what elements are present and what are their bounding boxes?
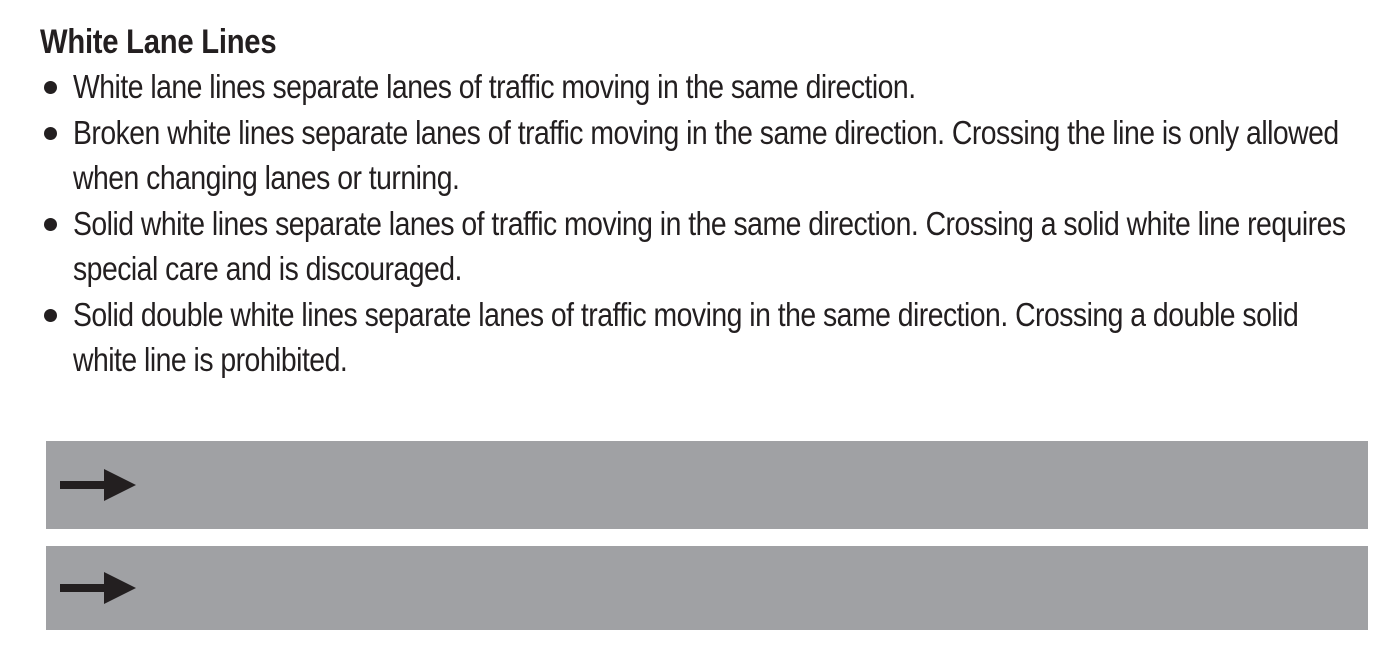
road-lane-top bbox=[46, 441, 1368, 529]
section-heading: White Lane Lines bbox=[40, 23, 277, 61]
list-item-text: Broken white lines separate lanes of traffic moving in the same direction. Crossing the line is only allowed when changing lanes or turning. bbox=[73, 113, 1339, 196]
bullet-icon bbox=[44, 218, 57, 231]
bullet-icon bbox=[44, 127, 57, 140]
bullet-icon bbox=[44, 309, 57, 322]
list-item bbox=[40, 64, 1360, 110]
list-item bbox=[40, 201, 1360, 292]
list-item-text: White lane lines separate lanes of traffic moving in the same direction. bbox=[73, 68, 916, 105]
list-item bbox=[40, 110, 1360, 201]
white-lane-lines-section bbox=[40, 20, 1360, 383]
right-arrow-icon bbox=[60, 468, 136, 502]
right-arrow-icon bbox=[60, 571, 136, 605]
bullet-list bbox=[40, 64, 1360, 383]
list-item bbox=[40, 292, 1360, 383]
list-item-text: Solid white lines separate lanes of traffic moving in the same direction. Crossing a solid white line requires special care and is discouraged. bbox=[73, 204, 1346, 287]
bullet-icon bbox=[44, 81, 57, 94]
road-lane-bottom bbox=[46, 546, 1368, 630]
list-item-text: Solid double white lines separate lanes of traffic moving in the same direction. Crossing a double solid white line is prohibited. bbox=[73, 295, 1299, 378]
